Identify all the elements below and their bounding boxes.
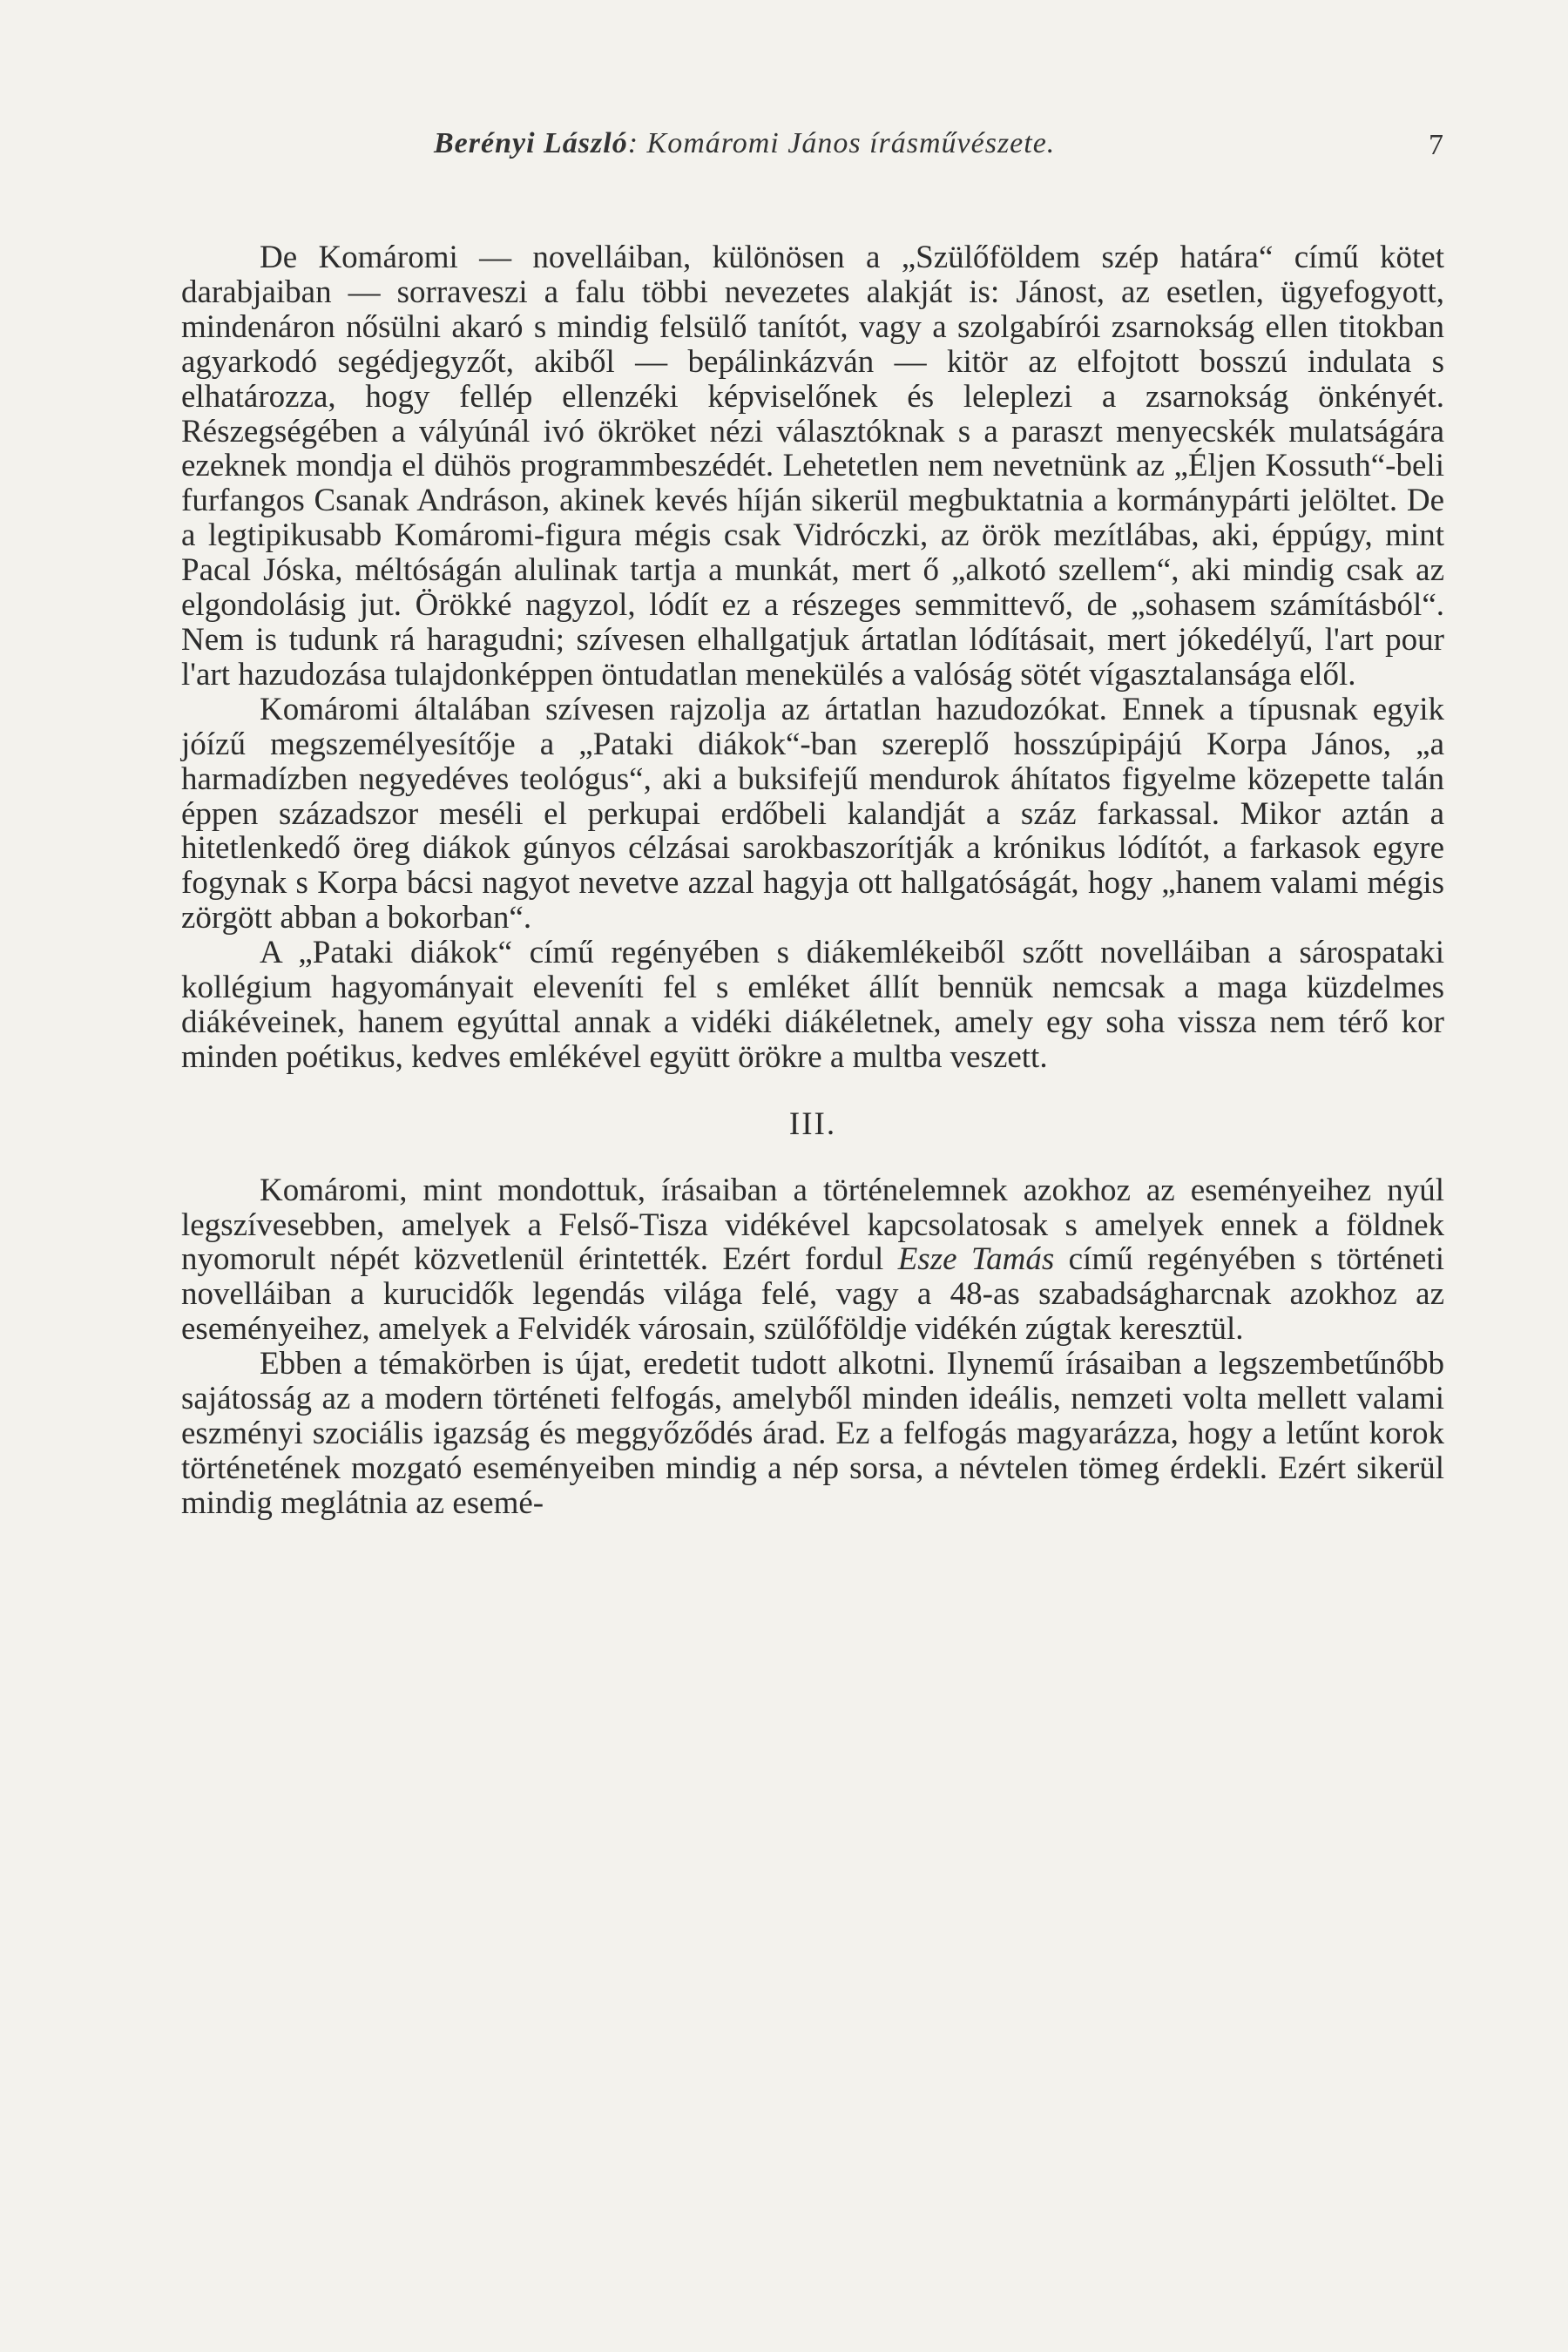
paragraph: Komáromi általában szívesen rajzolja az ártatlan hazudozókat. Ennek a típusnak egyik jóízű megszemélyesítője a „Pataki diákok“-ban szereplő hosszúpipájú Korpa János, „a harmadízben negyedéves teológus“, aki a buksifejű mendurok áhítatos figyelme közepette talán éppen századszor meséli el perkupai erdőbeli kalandját a száz farkassal. Mikor aztán a hitetlenkedő öreg diákok gúnyos célzásai sarokbaszorítják a krónikus lódítót, a farkasok egyre fogynak s Korpa bácsi nagyot nevetve azzal hagyja ott hallgatóságát, hogy „hanem valami mégis zörgött abban a bokorban“. (181, 691, 1444, 936)
paragraph-text: Komáromi, mint mondottuk, írásaiban a történelemnek azokhoz az eseményeihez nyúl legszívesebben, amelyek a Felső-Tisza vidékével kapcsolatosak s amelyek ennek a földnek nyomorult népét közvetlenül érintették. Ezért fordul (181, 1172, 1444, 1278)
page-number: 7 (1429, 129, 1443, 161)
paragraph (181, 1173, 1444, 1348)
paragraph-text: című regényében s történeti novelláiban a kurucidők legendás világa felé, vagy a 48-as szabadságharcnak azokhoz az eseményeihez, amelyek a Felvidék városain, szülőföldje vidékén zúgtak keresztül. (181, 1241, 1444, 1348)
running-head (0, 127, 1568, 171)
paragraph: Ebben a témakörben is újat, eredetit tudott alkotni. Ilynemű írásaiban a legszembetűnőbb sajátosság az a modern történeti felfogás, amelyből minden ideális, nemzeti volta mellett valami eszményi szociális igazság és meggyőződés árad. Ez a felfogás magyarázza, hogy a letűnt korok történetének mozgató eseményeiben mindig a nép sorsa, a névtelen tömeg érdekli. Ezért sikerül mindig meglátnia az esemé- (181, 1346, 1444, 1521)
paragraph: De Komáromi — novelláiban, különösen a „Szülőföldem szép határa“ című kötet darabjaiban — sorraveszi a falu többi nevezetes alakját is: Jánost, az esetlen, ügyefogyott, mindenáron nősülni akaró s mindig felsülő tanítót, vagy a szolgabírói zsarnokság ellen titokban agyarkodó segédjegyzőt, akiből — bepálinkázván — kitör az elfojtott bosszú indulata s elhatározza, hogy fellép ellenzéki képviselőnek és leleplezi a zsarnokság önkényét. Részegségében a vályúnál ivó ökröket nézi választóknak s a paraszt menyecskék mulatságára ezeknek mondja el dühös programmbeszédét. Lehetetlen nem nevetnünk az „Éljen Kossuth“-beli furfangos Csanak Andráson, akinek kevés híján sikerül megbuktatnia a kormánypárti jelöltet. De a legtipikusabb Komáromi-figura mégis csak Vidróczki, az örök mezítlábas, aki, éppúgy, mint Pacal Jóska, méltóságán alulinak tartja a munkát, mert ő „alkotó szellem“, aki mindig csak az elgondolásig jut. Örökké nagyzol, lódít ez a részeges semmittevő, de „sohasem számításból“. Nem is tudunk rá haragudni; szívesen elhallgatjuk ártatlan lódításait, mert jókedélyű, l'art pour l'art hazudozása tulajdonképpen öntudatlan menekülés a valóság sötét vígasztalansága elől. (181, 240, 1444, 693)
book-title-italic: Esze Tamás (897, 1241, 1055, 1278)
paragraph: A „Pataki diákok“ című regényében s diákemlékeiből szőtt novelláiban a sárospataki kollégium hagyományait eleveníti fel s emléket állít bennük nemcsak a maga küzdelmes diákéveinek, hanem egyúttal annak a vidéki diákéletnek, amely egy soha vissza nem térő kor minden poétikus, kedves emlékével együtt örökre a multba veszett. (181, 935, 1444, 1075)
running-head-title: Komáromi János írásművészete. (646, 127, 1056, 159)
running-head-author: Berényi László (434, 127, 628, 159)
running-head-text (434, 127, 1055, 160)
body-text (181, 240, 1444, 1521)
section-heading: III. (788, 1105, 837, 1142)
running-head-separator: : (627, 127, 647, 159)
